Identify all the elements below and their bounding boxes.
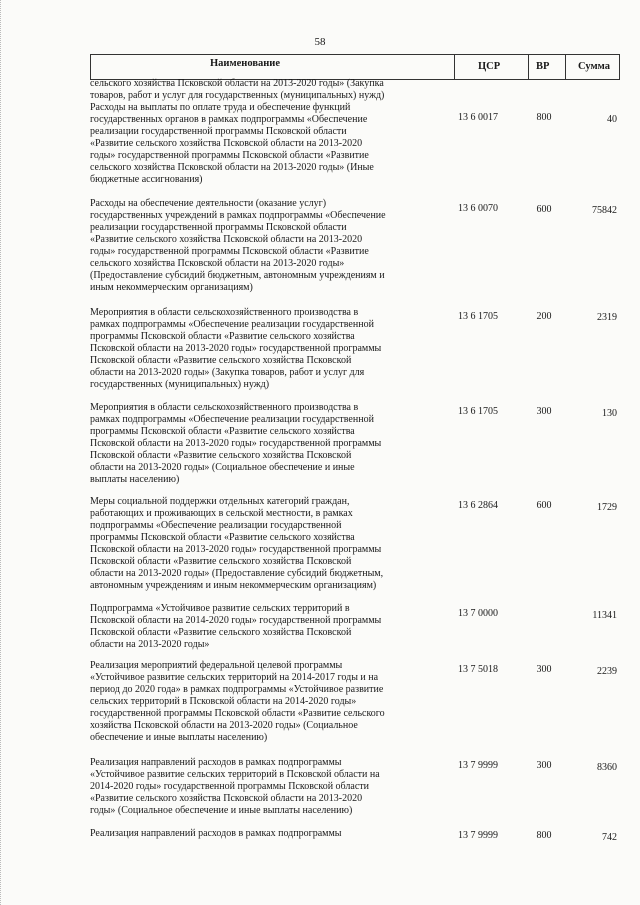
row-csr: 13 7 9999 [458,760,498,771]
row-sum: 75842 [592,205,617,216]
row-name: Меры социальной поддержки отдельных категорий граждан, работающих и проживающих в сельской местности, в рамках подпрограммы «Обеспечение реализации государственной программы Псковской области «Развитие сельского хозяйства Псковской области на 2013-2020 годы» государственной программы Псковской области «Развитие сельского хозяйства Псковской области на 2013-2020 годы» (Предоставление субсидий бюджетным, автономным учреждениям и иным некоммерческим организациям) [90,496,384,591]
row-name: Мероприятия в области сельскохозяйственного производства в рамках подпрограммы «Обеспечение реализации государственной программы Псковской области «Развитие сельского хозяйства Псковской области на 2013-2020 годы» государственной программы Псковской области «Развитие сельского хозяйства Псковской области на 2013-2020 годы» (Закупка товаров, работ и услуг для государственных (муниципальных) нужд) [90,307,382,390]
row-csr: 13 6 0017 [458,112,498,123]
row-vr: 200 [536,311,552,322]
row-sum: 11341 [592,610,617,621]
header-csr: ЦСР [478,61,501,72]
row-name: Реализация направлений расходов в рамках подпрограммы [90,828,342,839]
row-sum: 742 [602,832,617,843]
row-csr: 13 7 0000 [458,608,498,619]
row-vr: 800 [536,830,552,841]
row-name: Мероприятия в области сельскохозяйственного производства в рамках подпрограммы «Обеспечение реализации государственной программы Псковской области «Развитие сельского хозяйства Псковской области на 2013-2020 годы» государственной программы Псковской области «Развитие сельского хозяйства Псковской области на 2013-2020 годы» (Социальное обеспечение и иные выплаты населению) [90,402,382,485]
row-vr: 800 [536,112,552,123]
header-rule [90,55,91,79]
row-sum: 130 [602,408,617,419]
table-header [90,54,620,80]
header-name: Наименование [210,58,280,69]
row-name: Реализация мероприятий федеральной целевой программы «Устойчивое развитие сельских территорий на 2014-2017 годы и на период до 2020 года» в рамках подпрограммы «Устойчивое развитие сельских территорий в Псковской области на 2014-2020 годы» государственной программы Псковской области «Развитие сельского хозяйства Псковской области на 2013-2020 годы» (Социальное обеспечение и иные выплаты населению) [90,660,385,743]
header-vr: ВР [536,61,550,72]
row-sum: 1729 [597,502,617,513]
row-csr: 13 6 1705 [458,311,498,322]
row-sum: 2319 [597,312,617,323]
row-csr: 13 7 9999 [458,830,498,841]
header-rule [528,55,529,79]
row-vr: 600 [536,204,552,215]
row-name: сельского хозяйства Псковской области на 2013-2020 годы» (Закупка товаров, работ и услуг для государственных (муниципальных) нужд) [90,78,385,101]
row-vr: 300 [536,664,552,675]
row-csr: 13 6 2864 [458,500,498,511]
header-sum: Сумма [578,61,610,72]
page-number: 58 [314,36,326,48]
row-sum: 2239 [597,666,617,677]
row-vr: 300 [536,406,552,417]
row-csr: 13 7 5018 [458,664,498,675]
scan-margin-dots [0,0,7,905]
row-name: Расходы на обеспечение деятельности (оказание услуг) государственных учреждений в рамках подпрограммы «Обеспечение реализации государственной программы Псковской области «Развитие сельского хозяйства Псковской области на 2013-2020 годы» государственной программы Псковской области «Развитие сельского хозяйства Псковской области на 2013-2020 годы» (Предоставление субсидий бюджетным, автономным учреждениям и иным некоммерческим организациям) [90,198,386,293]
row-csr: 13 6 1705 [458,406,498,417]
row-sum: 40 [607,114,617,125]
row-name: Подпрограмма «Устойчивое развитие сельских территорий в Псковской области на 2014-2020 годы» государственной программы Псковской области «Развитие сельского хозяйства Псковской области на 2013-2020 годы» [90,603,382,650]
row-csr: 13 6 0070 [458,203,498,214]
header-rule [454,55,455,79]
row-name: Реализация направлений расходов в рамках подпрограммы «Устойчивое развитие сельских территорий в Псковской области на 2014-2020 годы» государственной программы Псковской области «Развитие сельского хозяйства Псковской области на 2013-2020 годы» (Социальное обеспечение и иные выплаты населению) [90,757,380,816]
row-vr: 600 [536,500,552,511]
header-rule [565,55,566,79]
row-vr: 300 [536,760,552,771]
row-sum: 8360 [597,762,617,773]
row-name: Расходы на выплаты по оплате труда и обеспечение функций государственных органов в рамках подпрограммы «Обеспечение реализации государственной программы Псковской области «Развитие сельского хозяйства Псковской области на 2013-2020 годы» государственной программы Псковской области «Развитие сельского хозяйства Псковской области на 2013-2020 годы» (Иные бюджетные ассигнования) [90,102,374,185]
